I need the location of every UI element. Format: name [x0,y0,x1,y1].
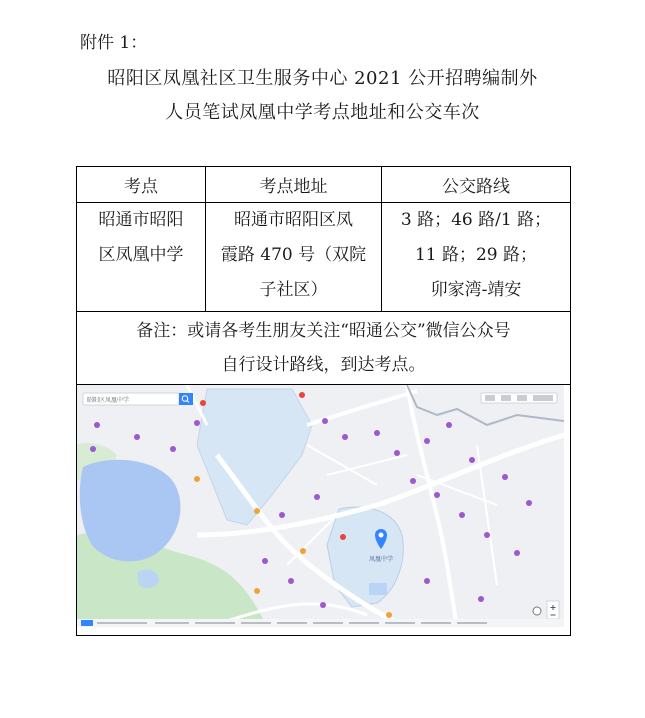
poi-marker [262,558,268,564]
locate-icon[interactable] [533,607,541,615]
poi-marker [314,494,320,500]
note-line: 备注：或请各考生朋友关注“昭通公交”微信公众号 [136,321,511,341]
poi-marker [459,512,465,518]
sports-field [369,583,387,595]
bus-line: 3 路；46 路/1 路； [400,210,552,230]
address-line: 霞路 470 号（双院 [220,245,367,265]
exam-site-table [76,166,571,636]
site-line: 昭通市昭阳 [98,210,184,230]
map-footer-text-bars [97,622,487,624]
poi-marker [254,588,260,594]
site-cell [77,203,206,312]
table-header-row [77,167,571,203]
poi-marker [194,476,200,482]
poi-marker [434,492,440,498]
map-toolbar[interactable] [481,393,557,403]
toolbar-icon[interactable] [501,395,511,401]
note-cell [77,312,571,385]
poi-marker [502,474,508,480]
table-row [77,203,571,312]
search-input[interactable]: 昭阳区凤凰中学 [87,397,130,404]
poi-marker [94,422,100,428]
poi-marker [410,478,416,484]
poi-marker [514,550,520,556]
poi-marker [322,418,328,424]
poi-marker [340,534,346,540]
header-bus-route: 公交路线 [382,167,571,203]
poi-marker [300,548,306,554]
poi-marker [469,457,475,463]
toolbar-icon[interactable] [533,395,553,401]
address-line: 昭通市昭阳区凤 [234,210,353,230]
poi-marker [526,500,532,506]
map-search-box[interactable] [83,393,193,405]
poi-marker [254,508,260,514]
poi-marker [90,446,96,452]
poi-marker [170,446,176,452]
attachment-label: 附件 1： [80,33,148,53]
poi-marker [288,578,294,584]
poi-marker [478,596,484,602]
poi-marker [386,612,392,618]
header-address: 考点地址 [206,167,382,203]
address-cell [206,203,382,312]
map-canvas[interactable] [77,385,564,627]
bus-line: 11 路；29 路； [414,245,538,265]
poi-marker [194,420,200,426]
location-map[interactable] [77,385,564,627]
toolbar-icon[interactable] [485,395,495,401]
bus-route-cell [382,203,571,312]
poi-marker [394,450,400,456]
poi-marker [200,400,206,406]
poi-marker [374,430,380,436]
poi-marker [134,434,140,440]
school-marker-label: 凤凰中学 [368,556,394,563]
poi-marker [446,422,452,428]
map-cell [77,385,571,636]
poi-marker [320,602,326,608]
poi-marker [299,392,305,398]
document-title-line1: 昭阳区凤凰社区卫生服务中心 2021 公开招聘编制外 [107,68,538,89]
toolbar-icon[interactable] [517,395,527,401]
document-title-line2: 人员笔试凤凰中学考点地址和公交车次 [165,102,480,123]
poi-marker [342,434,348,440]
header-site: 考点 [77,167,206,203]
poi-marker [424,578,430,584]
poi-marker [484,532,490,538]
poi-marker [424,438,430,444]
search-button[interactable] [179,393,193,405]
note-line: 自行设计路线，到达考点。 [221,355,426,375]
map-logo [81,620,93,626]
map-row [77,385,571,636]
poi-marker [279,512,285,518]
site-line: 区凤凰中学 [98,245,184,265]
note-row [77,312,571,385]
address-line: 子社区） [259,280,328,300]
bus-line: 卯家湾-靖安 [430,280,522,300]
